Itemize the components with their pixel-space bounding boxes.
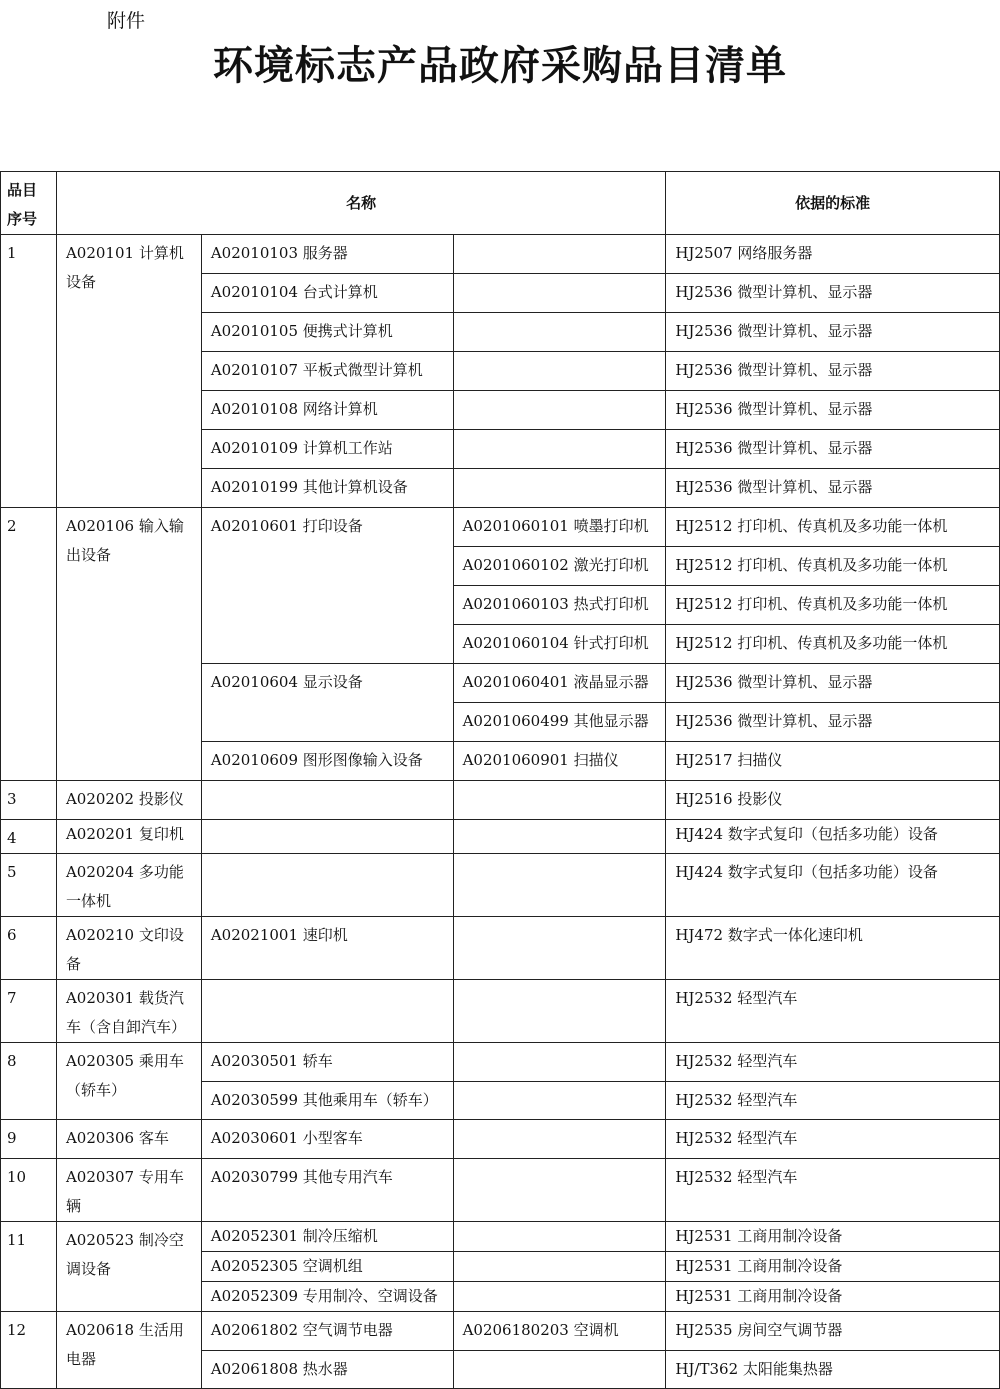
detail-cell: A0206180203 空调机: [453, 1312, 666, 1351]
table-row: [1, 1043, 1000, 1082]
item-cell: A020305 乘用车（轿车）: [56, 1043, 201, 1120]
sub-item-cell: [201, 980, 453, 1043]
standard-cell: HJ2536 微型计算机、显示器: [666, 313, 1000, 352]
seq-cell: 9: [1, 1120, 57, 1159]
standard-cell: HJ/T362 太阳能集热器: [666, 1351, 1000, 1389]
sub-item-cell: A02021001 速印机: [201, 917, 453, 980]
sub-item-cell: A02010107 平板式微型计算机: [201, 352, 453, 391]
standard-cell: HJ2532 轻型汽车: [666, 1043, 1000, 1082]
column-header-seq: 品目序号: [1, 172, 57, 235]
seq-cell: 11: [1, 1222, 57, 1312]
table-row: [1, 1159, 1000, 1222]
detail-cell: A0201060104 针式打印机: [453, 625, 666, 664]
sub-item-cell: [201, 820, 453, 854]
sub-item-cell: A02010108 网络计算机: [201, 391, 453, 430]
standard-cell: HJ424 数字式复印（包括多功能）设备: [666, 854, 1000, 917]
detail-cell: [453, 235, 666, 274]
sub-item-cell: A02030501 轿车: [201, 1043, 453, 1082]
detail-cell: A0201060401 液晶显示器: [453, 664, 666, 703]
detail-cell: [453, 1351, 666, 1389]
seq-cell: 10: [1, 1159, 57, 1222]
seq-cell: 7: [1, 980, 57, 1043]
standard-cell: HJ2536 微型计算机、显示器: [666, 352, 1000, 391]
sub-item-cell: A02010199 其他计算机设备: [201, 469, 453, 508]
sub-item-cell: A02010609 图形图像输入设备: [201, 742, 453, 781]
column-header-name: 名称: [56, 172, 665, 235]
table-row: [1, 235, 1000, 274]
detail-cell: [453, 820, 666, 854]
sub-item-cell: [201, 781, 453, 820]
detail-cell: A0201060901 扫描仪: [453, 742, 666, 781]
procurement-table: [0, 171, 1000, 1389]
detail-cell: [453, 917, 666, 980]
standard-cell: HJ2531 工商用制冷设备: [666, 1282, 1000, 1312]
table-header-row: [1, 172, 1000, 235]
table-row: [1, 508, 1000, 547]
detail-cell: [453, 352, 666, 391]
detail-cell: [453, 1222, 666, 1252]
seq-cell: 3: [1, 781, 57, 820]
detail-cell: [453, 781, 666, 820]
standard-cell: HJ2507 网络服务器: [666, 235, 1000, 274]
sub-item-cell: A02010104 台式计算机: [201, 274, 453, 313]
standard-cell: HJ2532 轻型汽车: [666, 1082, 1000, 1120]
sub-item-cell: A02010109 计算机工作站: [201, 430, 453, 469]
item-cell: A020618 生活用电器: [56, 1312, 201, 1389]
detail-cell: [453, 274, 666, 313]
sub-item-cell: A02010604 显示设备: [201, 664, 453, 742]
table-row: [1, 820, 1000, 854]
sub-item-cell: A02010103 服务器: [201, 235, 453, 274]
table-row: [1, 1120, 1000, 1159]
standard-cell: HJ2532 轻型汽车: [666, 980, 1000, 1043]
standard-cell: HJ424 数字式复印（包括多功能）设备: [666, 820, 1000, 854]
standard-cell: HJ2536 微型计算机、显示器: [666, 391, 1000, 430]
standard-cell: HJ2536 微型计算机、显示器: [666, 664, 1000, 703]
standard-cell: HJ2536 微型计算机、显示器: [666, 469, 1000, 508]
item-cell: A020204 多功能一体机: [56, 854, 201, 917]
sub-item-cell: A02052309 专用制冷、空调设备: [201, 1282, 453, 1312]
page-title: 环境标志产品政府采购品目清单: [213, 42, 787, 89]
detail-cell: [453, 1043, 666, 1082]
detail-cell: A0201060101 喷墨打印机: [453, 508, 666, 547]
detail-cell: [453, 1120, 666, 1159]
seq-cell: 12: [1, 1312, 57, 1389]
attachment-label: 附件: [107, 10, 146, 32]
table-row: [1, 781, 1000, 820]
standard-cell: HJ2512 打印机、传真机及多功能一体机: [666, 547, 1000, 586]
sub-item-cell: A02052301 制冷压缩机: [201, 1222, 453, 1252]
seq-cell: 1: [1, 235, 57, 508]
detail-cell: [453, 313, 666, 352]
standard-cell: HJ2535 房间空气调节器: [666, 1312, 1000, 1351]
detail-cell: [453, 1282, 666, 1312]
standard-cell: HJ2516 投影仪: [666, 781, 1000, 820]
table-row: [1, 980, 1000, 1043]
detail-cell: A0201060499 其他显示器: [453, 703, 666, 742]
seq-cell: 5: [1, 854, 57, 917]
item-cell: A020307 专用车辆: [56, 1159, 201, 1222]
detail-cell: A0201060103 热式打印机: [453, 586, 666, 625]
detail-cell: [453, 1159, 666, 1222]
sub-item-cell: A02061808 热水器: [201, 1351, 453, 1389]
sub-item-cell: A02010601 打印设备: [201, 508, 453, 664]
seq-cell: 6: [1, 917, 57, 980]
detail-cell: [453, 469, 666, 508]
sub-item-cell: A02030601 小型客车: [201, 1120, 453, 1159]
standard-cell: HJ2512 打印机、传真机及多功能一体机: [666, 586, 1000, 625]
detail-cell: [453, 430, 666, 469]
detail-cell: [453, 854, 666, 917]
item-cell: A020306 客车: [56, 1120, 201, 1159]
detail-cell: A0201060102 激光打印机: [453, 547, 666, 586]
item-cell: A020201 复印机: [56, 820, 201, 854]
detail-cell: [453, 1082, 666, 1120]
sub-item-cell: [201, 854, 453, 917]
standard-cell: HJ2532 轻型汽车: [666, 1120, 1000, 1159]
sub-item-cell: A02010105 便携式计算机: [201, 313, 453, 352]
table-row: [1, 1222, 1000, 1252]
seq-cell: 4: [1, 820, 57, 854]
standard-cell: HJ2532 轻型汽车: [666, 1159, 1000, 1222]
standard-cell: HJ2536 微型计算机、显示器: [666, 430, 1000, 469]
item-cell: A020301 载货汽车（含自卸汽车）: [56, 980, 201, 1043]
standard-cell: HJ2531 工商用制冷设备: [666, 1252, 1000, 1282]
item-cell: A020210 文印设备: [56, 917, 201, 980]
detail-cell: [453, 391, 666, 430]
detail-cell: [453, 980, 666, 1043]
table-row: [1, 1312, 1000, 1351]
item-cell: A020101 计算机设备: [56, 235, 201, 508]
standard-cell: HJ2512 打印机、传真机及多功能一体机: [666, 508, 1000, 547]
item-cell: A020106 输入输出设备: [56, 508, 201, 781]
sub-item-cell: A02030799 其他专用汽车: [201, 1159, 453, 1222]
column-header-standard: 依据的标准: [666, 172, 1000, 235]
seq-cell: 8: [1, 1043, 57, 1120]
standard-cell: HJ2536 微型计算机、显示器: [666, 703, 1000, 742]
item-cell: A020202 投影仪: [56, 781, 201, 820]
sub-item-cell: A02061802 空气调节电器: [201, 1312, 453, 1351]
standard-cell: HJ2536 微型计算机、显示器: [666, 274, 1000, 313]
table-row: [1, 917, 1000, 980]
detail-cell: [453, 1252, 666, 1282]
standard-cell: HJ472 数字式一体化速印机: [666, 917, 1000, 980]
standard-cell: HJ2517 扫描仪: [666, 742, 1000, 781]
item-cell: A020523 制冷空调设备: [56, 1222, 201, 1312]
standard-cell: HJ2531 工商用制冷设备: [666, 1222, 1000, 1252]
seq-cell: 2: [1, 508, 57, 781]
table-row: [1, 854, 1000, 917]
sub-item-cell: A02030599 其他乘用车（轿车）: [201, 1082, 453, 1120]
standard-cell: HJ2512 打印机、传真机及多功能一体机: [666, 625, 1000, 664]
sub-item-cell: A02052305 空调机组: [201, 1252, 453, 1282]
